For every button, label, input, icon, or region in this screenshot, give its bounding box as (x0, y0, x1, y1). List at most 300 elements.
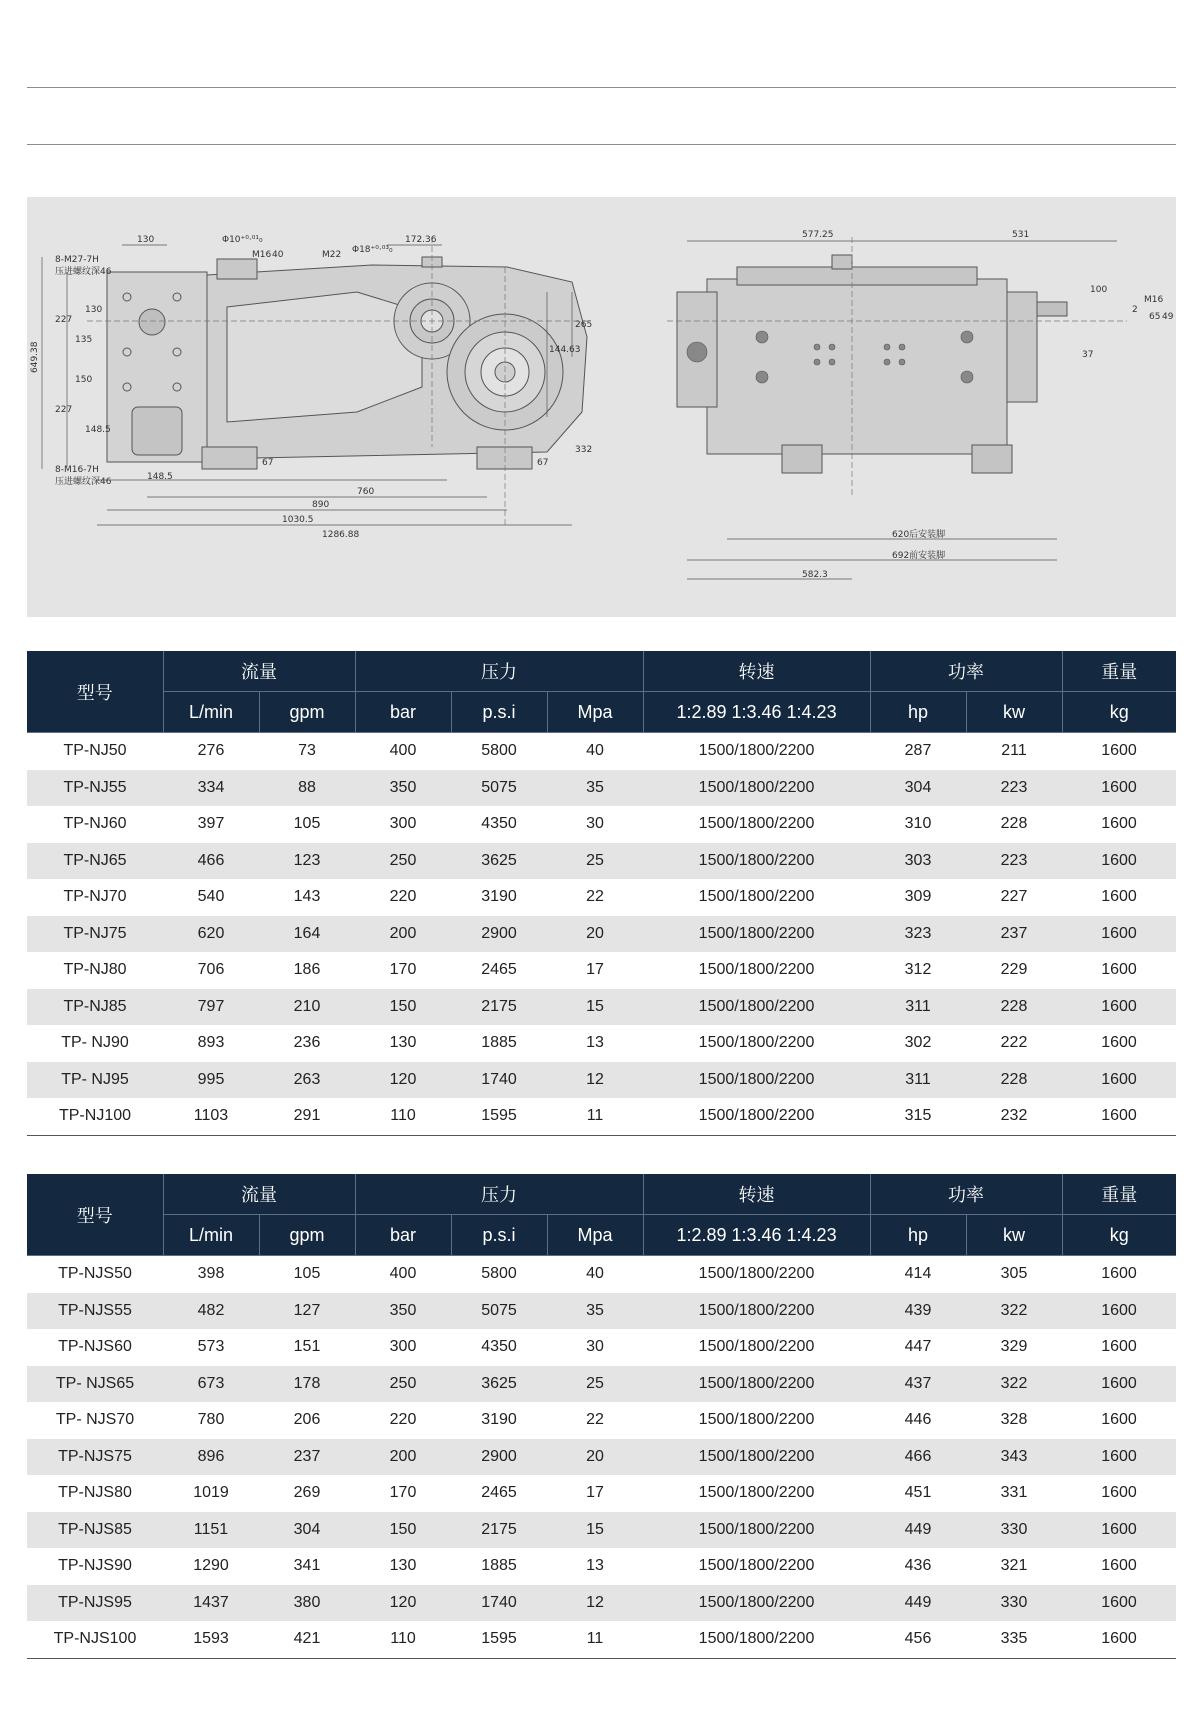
table-cell: 1600 (1101, 888, 1137, 906)
table-cell: 1595 (451, 1621, 547, 1658)
table-cell: 329 (1000, 1338, 1028, 1356)
model-cell: TP-NJS60 (58, 1338, 132, 1356)
table-cell: 414 (904, 1265, 932, 1283)
table-cell: 482 (163, 1293, 259, 1330)
table-cell: 200 (355, 1439, 451, 1476)
table-cell: 1600 (1062, 1098, 1176, 1135)
header-kw: kw (966, 1215, 1062, 1256)
header-model: 型号 (27, 1174, 163, 1256)
table-cell: 323 (870, 916, 966, 953)
table-cell: 127 (259, 1293, 355, 1330)
table-cell: 35 (547, 1293, 643, 1330)
header-flow: 流量 (163, 651, 355, 692)
table-cell: 170 (389, 961, 417, 979)
table-cell: 11 (547, 1098, 643, 1135)
dim-620-rear-feet: 620后安装脚 (892, 530, 946, 540)
dim-135: 135 (75, 335, 93, 345)
header-power: 功率 (870, 651, 1062, 692)
table-cell: 1600 (1062, 1293, 1176, 1330)
table-cell: 1600 (1062, 1062, 1176, 1099)
table-cell: 436 (904, 1557, 932, 1575)
dim-649-38: 649.38 (30, 341, 40, 373)
table-cell: 150 (355, 989, 451, 1026)
table-cell: 1500/1800/2200 (698, 1411, 815, 1429)
table-cell: 573 (197, 1338, 225, 1356)
table-cell: 73 (298, 742, 316, 760)
table-cell: 170 (389, 1484, 417, 1502)
table-cell: 1600 (1101, 1411, 1137, 1429)
table-cell: 1500/1800/2200 (698, 1338, 815, 1356)
table-cell: 1500/1800/2200 (698, 1265, 815, 1283)
table-row (27, 806, 1176, 843)
table-cell: 398 (197, 1265, 225, 1283)
table-row (27, 1098, 1176, 1135)
table-row (27, 1439, 1176, 1476)
table-cell: 304 (870, 770, 966, 807)
dim-144-63: 144.63 (549, 345, 581, 355)
table-cell: 5800 (481, 1265, 517, 1283)
table-cell: 110 (355, 1621, 451, 1658)
table-cell: 1500/1800/2200 (643, 1439, 870, 1476)
table-cell: 164 (259, 916, 355, 953)
table-cell: 322 (966, 1366, 1062, 1403)
table-cell: 186 (293, 961, 321, 979)
table-cell: 227 (1000, 888, 1028, 906)
table-cell: 1500/1800/2200 (643, 1512, 870, 1549)
header-lmin: L/min (163, 1215, 259, 1256)
table-cell: 1500/1800/2200 (698, 815, 815, 833)
port-label-1: 8-M27-7H (55, 255, 99, 265)
dim-332: 332 (575, 445, 593, 455)
model-cell: TP-NJ100 (27, 1098, 163, 1135)
table-cell: 1600 (1062, 1366, 1176, 1403)
dim-582-3: 582.3 (802, 570, 828, 580)
table-cell: 620 (163, 916, 259, 953)
table-cell: 1500/1800/2200 (698, 888, 815, 906)
table-cell: 3190 (481, 888, 517, 906)
model-cell: TP-NJ50 (63, 742, 127, 760)
table-cell: 123 (259, 843, 355, 880)
table-cell: 2465 (481, 961, 517, 979)
dim-m16: M16 (252, 250, 272, 260)
table-cell: 1500/1800/2200 (698, 742, 815, 760)
model-cell: TP-NJ80 (63, 961, 127, 979)
dim-2: 2 (1132, 305, 1138, 315)
table-cell: 206 (293, 1411, 321, 1429)
model-cell: TP-NJS80 (58, 1484, 132, 1502)
table-cell: 1290 (193, 1557, 229, 1575)
technical-drawing-panel (27, 197, 1176, 617)
table-row (27, 843, 1176, 880)
table-cell: 1600 (1101, 1265, 1137, 1283)
table-cell: 330 (966, 1512, 1062, 1549)
dim-577-25: 577.25 (802, 230, 834, 240)
table-cell: 1019 (193, 1484, 229, 1502)
table-cell: 350 (355, 770, 451, 807)
table-cell: 15 (547, 989, 643, 1026)
dim-37: 37 (1082, 350, 1094, 360)
table-cell: 151 (293, 1338, 321, 1356)
dim-100: 100 (1090, 285, 1108, 295)
table-cell: 780 (197, 1411, 225, 1429)
table-row (27, 1293, 1176, 1330)
table-cell: 12 (547, 1585, 643, 1622)
table-cell: 1500/1800/2200 (643, 916, 870, 953)
table-cell: 1500/1800/2200 (643, 1098, 870, 1135)
table-cell: 88 (259, 770, 355, 807)
table-cell: 1600 (1101, 1338, 1137, 1356)
dim-172-36: 172.36 (405, 235, 437, 245)
port-label-2: 压进螺纹深46 (55, 267, 112, 277)
table-cell: 22 (586, 888, 604, 906)
table-cell: 896 (163, 1439, 259, 1476)
table-cell: 1500/1800/2200 (643, 1293, 870, 1330)
table-cell: 312 (904, 961, 932, 979)
header-flow: 流量 (163, 1174, 355, 1215)
dim-150: 150 (75, 375, 93, 385)
header-gpm: gpm (259, 1215, 355, 1256)
table-cell: 1500/1800/2200 (643, 770, 870, 807)
model-cell: TP-NJ65 (27, 843, 163, 880)
model-cell: TP- NJS65 (27, 1366, 163, 1403)
table-cell: 25 (547, 843, 643, 880)
dim-1286-88: 1286.88 (322, 530, 360, 540)
pump-drawing (27, 197, 1176, 617)
table-cell: 706 (197, 961, 225, 979)
table-cell: 331 (1000, 1484, 1028, 1502)
table-cell: 13 (586, 1557, 604, 1575)
spec-table-njs (27, 1174, 1176, 1659)
model-cell: TP-NJS75 (27, 1439, 163, 1476)
dim-40: 40 (272, 250, 284, 260)
table-cell: 302 (904, 1034, 932, 1052)
table-cell: 1600 (1062, 843, 1176, 880)
model-cell: TP-NJ60 (63, 815, 127, 833)
table-cell: 1500/1800/2200 (643, 1062, 870, 1099)
table-cell: 421 (259, 1621, 355, 1658)
top-rule-2 (27, 144, 1176, 145)
table-cell: 12 (547, 1062, 643, 1099)
table-cell: 220 (389, 1411, 417, 1429)
dim-1030-5: 1030.5 (282, 515, 314, 525)
table-cell: 310 (904, 815, 932, 833)
model-cell: TP-NJ55 (27, 770, 163, 807)
table-cell: 322 (966, 1293, 1062, 1330)
table-cell: 2465 (481, 1484, 517, 1502)
table-cell: 223 (966, 770, 1062, 807)
model-cell: TP-NJS85 (27, 1512, 163, 1549)
header-bar: bar (355, 692, 451, 733)
table-cell: 110 (355, 1098, 451, 1135)
table-cell: 200 (355, 916, 451, 953)
header-pressure: 压力 (355, 651, 643, 692)
side-view-drawing (42, 237, 587, 527)
table-row (27, 1329, 1176, 1366)
header-bar: bar (355, 1215, 451, 1256)
table-row (27, 1025, 1176, 1062)
table-cell: 400 (389, 1265, 417, 1283)
table-cell: 1600 (1062, 1512, 1176, 1549)
dim-692-front-feet: 692前安装脚 (892, 551, 946, 561)
header-ratio: 1:2.89 1:3.46 1:4.23 (643, 692, 870, 733)
header-psi: p.s.i (451, 1215, 547, 1256)
table-cell: 22 (586, 1411, 604, 1429)
top-rule-1 (27, 87, 1176, 88)
table-row (27, 1402, 1176, 1439)
table-cell: 17 (586, 961, 604, 979)
table-cell: 1600 (1062, 989, 1176, 1026)
table-cell: 466 (870, 1439, 966, 1476)
table-cell: 540 (197, 888, 225, 906)
table-cell: 300 (389, 1338, 417, 1356)
spec-table-nj (27, 651, 1176, 1136)
table-cell: 223 (966, 843, 1062, 880)
table-cell: 1500/1800/2200 (643, 1585, 870, 1622)
header-hp: hp (870, 692, 966, 733)
table-cell: 1885 (481, 1557, 517, 1575)
table-cell: 449 (870, 1512, 966, 1549)
model-cell: TP-NJ70 (63, 888, 127, 906)
table-cell: 1151 (163, 1512, 259, 1549)
dim-531: 531 (1012, 230, 1030, 240)
table-cell: 237 (966, 916, 1062, 953)
table-cell: 4350 (481, 815, 517, 833)
header-mpa: Mpa (547, 692, 643, 733)
table-cell: 2175 (451, 989, 547, 1026)
dim-265: 265 (575, 320, 593, 330)
table-cell: 1740 (451, 1062, 547, 1099)
table-cell: 3190 (481, 1411, 517, 1429)
table-cell: 130 (389, 1034, 417, 1052)
table-cell: 250 (355, 843, 451, 880)
table-cell: 456 (870, 1621, 966, 1658)
table-cell: 4350 (481, 1338, 517, 1356)
table-cell: 1600 (1062, 1585, 1176, 1622)
model-cell: TP- NJS70 (55, 1411, 135, 1429)
table-cell: 328 (1000, 1411, 1028, 1429)
table-cell: 304 (259, 1512, 355, 1549)
table-cell: 1500/1800/2200 (698, 961, 815, 979)
table-cell: 228 (966, 989, 1062, 1026)
table-cell: 334 (163, 770, 259, 807)
port-label-4: 压进螺纹深46 (55, 477, 112, 487)
table-cell: 1500/1800/2200 (643, 843, 870, 880)
dim-m16-front: M16 (1144, 295, 1164, 305)
table-cell: 995 (163, 1062, 259, 1099)
table-cell: 303 (870, 843, 966, 880)
table-row (27, 952, 1176, 989)
table-cell: 311 (870, 1062, 966, 1099)
port-label-3: 8-M16-7H (55, 465, 99, 475)
header-speed: 转速 (643, 651, 870, 692)
table-cell: 210 (259, 989, 355, 1026)
table-cell: 11 (547, 1621, 643, 1658)
table-cell: 1600 (1062, 770, 1176, 807)
header-kg: kg (1062, 1215, 1176, 1256)
table-row (27, 733, 1176, 770)
table-row (27, 1475, 1176, 1512)
table-cell: 1500/1800/2200 (698, 1034, 815, 1052)
table-cell: 1600 (1062, 1439, 1176, 1476)
table-cell: 40 (586, 1265, 604, 1283)
table-row (27, 1256, 1176, 1293)
table-cell: 222 (1000, 1034, 1028, 1052)
table-cell: 2900 (451, 916, 547, 953)
table-cell: 35 (547, 770, 643, 807)
table-cell: 250 (355, 1366, 451, 1403)
table-row (27, 989, 1176, 1026)
table-row (27, 879, 1176, 916)
model-cell: TP-NJS100 (27, 1621, 163, 1658)
table-cell: 237 (259, 1439, 355, 1476)
header-gpm: gpm (259, 692, 355, 733)
table-cell: 228 (1000, 815, 1028, 833)
table-cell: 309 (904, 888, 932, 906)
model-cell: TP- NJ90 (61, 1034, 129, 1052)
table-cell: 1600 (1101, 961, 1137, 979)
table-cell: 220 (389, 888, 417, 906)
table-cell: 397 (197, 815, 225, 833)
table-cell: 2900 (451, 1439, 547, 1476)
dim-phi18: Φ18⁺⁰·⁰³₀ (352, 245, 393, 255)
table-cell: 1600 (1101, 1557, 1137, 1575)
table-row (27, 1621, 1176, 1658)
dim-m22: M22 (322, 250, 342, 260)
table-cell: 5075 (451, 770, 547, 807)
table-cell: 105 (293, 815, 321, 833)
table-cell: 40 (586, 742, 604, 760)
dim-760: 760 (357, 487, 375, 497)
dim-130: 130 (137, 235, 155, 245)
table-row (27, 916, 1176, 953)
header-lmin: L/min (163, 692, 259, 733)
table-cell: 120 (355, 1585, 451, 1622)
table-cell: 451 (904, 1484, 932, 1502)
table-cell: 1103 (163, 1098, 259, 1135)
table-row (27, 1366, 1176, 1403)
table-cell: 263 (259, 1062, 355, 1099)
header-mpa: Mpa (547, 1215, 643, 1256)
table-body (27, 1256, 1176, 1659)
header-speed: 转速 (643, 1174, 870, 1215)
model-cell: TP-NJS95 (27, 1585, 163, 1622)
table-row (27, 1585, 1176, 1622)
table-cell: 1593 (163, 1621, 259, 1658)
table-cell: 446 (904, 1411, 932, 1429)
table-cell: 105 (293, 1265, 321, 1283)
table-row (27, 1512, 1176, 1549)
dim-67-right: 67 (537, 458, 549, 468)
table-cell: 797 (163, 989, 259, 1026)
table-cell: 287 (904, 742, 932, 760)
header-hp: hp (870, 1215, 966, 1256)
table-cell: 305 (1000, 1265, 1028, 1283)
header-model: 型号 (27, 651, 163, 733)
table-cell: 1885 (481, 1034, 517, 1052)
table-cell: 1500/1800/2200 (643, 1366, 870, 1403)
table-cell: 228 (966, 1062, 1062, 1099)
table-cell: 2175 (451, 1512, 547, 1549)
header-ratio: 1:2.89 1:3.46 1:4.23 (643, 1215, 870, 1256)
table-cell: 5800 (481, 742, 517, 760)
model-cell: TP-NJS55 (27, 1293, 163, 1330)
table-cell: 150 (355, 1512, 451, 1549)
table-cell: 1600 (1101, 1484, 1137, 1502)
table-cell: 25 (547, 1366, 643, 1403)
dim-65: 65 (1149, 312, 1161, 322)
table-cell: 1600 (1101, 742, 1137, 760)
dim-227-upper: 227 (55, 315, 73, 325)
table-cell: 1600 (1062, 916, 1176, 953)
model-cell: TP-NJS50 (58, 1265, 132, 1283)
table-cell: 229 (1000, 961, 1028, 979)
table-cell: 3625 (451, 1366, 547, 1403)
table-cell: 466 (163, 843, 259, 880)
table-cell: 673 (163, 1366, 259, 1403)
table-cell: 1595 (451, 1098, 547, 1135)
header-kg: kg (1062, 692, 1176, 733)
dim-49: 49 (1162, 312, 1174, 322)
table-cell: 315 (870, 1098, 966, 1135)
table-cell: 400 (389, 742, 417, 760)
table-cell: 330 (966, 1585, 1062, 1622)
table-cell: 449 (870, 1585, 966, 1622)
table-cell: 1500/1800/2200 (698, 1484, 815, 1502)
model-cell: TP-NJS90 (58, 1557, 132, 1575)
table-cell: 1600 (1062, 1621, 1176, 1658)
table-cell: 269 (293, 1484, 321, 1502)
header-weight: 重量 (1062, 651, 1176, 692)
header-psi: p.s.i (451, 692, 547, 733)
table-cell: 143 (293, 888, 321, 906)
table-row (27, 770, 1176, 807)
table-cell: 341 (293, 1557, 321, 1575)
header-pressure: 压力 (355, 1174, 643, 1215)
table-cell: 350 (355, 1293, 451, 1330)
dim-148-5-left: 148.5 (85, 425, 111, 435)
table-cell: 178 (259, 1366, 355, 1403)
header-power: 功率 (870, 1174, 1062, 1215)
table-cell: 3625 (451, 843, 547, 880)
table-cell: 893 (197, 1034, 225, 1052)
table-cell: 232 (966, 1098, 1062, 1135)
table-cell: 1437 (163, 1585, 259, 1622)
header-kw: kw (966, 692, 1062, 733)
table-cell: 291 (259, 1098, 355, 1135)
front-view-drawing (667, 237, 1127, 579)
dim-148-5-bottom: 148.5 (147, 472, 173, 482)
dim-67-left: 67 (262, 458, 274, 468)
table-cell: 30 (586, 1338, 604, 1356)
table-cell: 1500/1800/2200 (643, 989, 870, 1026)
dim-130-left: 130 (85, 305, 103, 315)
model-cell: TP-NJ85 (27, 989, 163, 1026)
table-cell: 1740 (451, 1585, 547, 1622)
table-cell: 236 (293, 1034, 321, 1052)
table-cell: 1600 (1101, 1034, 1137, 1052)
table-cell: 5075 (451, 1293, 547, 1330)
table-cell: 335 (966, 1621, 1062, 1658)
table-row (27, 1062, 1176, 1099)
table-cell: 30 (586, 815, 604, 833)
table-row (27, 1548, 1176, 1585)
table-cell: 13 (586, 1034, 604, 1052)
table-cell: 1600 (1101, 815, 1137, 833)
table-cell: 437 (870, 1366, 966, 1403)
table-cell: 120 (355, 1062, 451, 1099)
table-cell: 17 (586, 1484, 604, 1502)
table-cell: 211 (1001, 742, 1027, 760)
